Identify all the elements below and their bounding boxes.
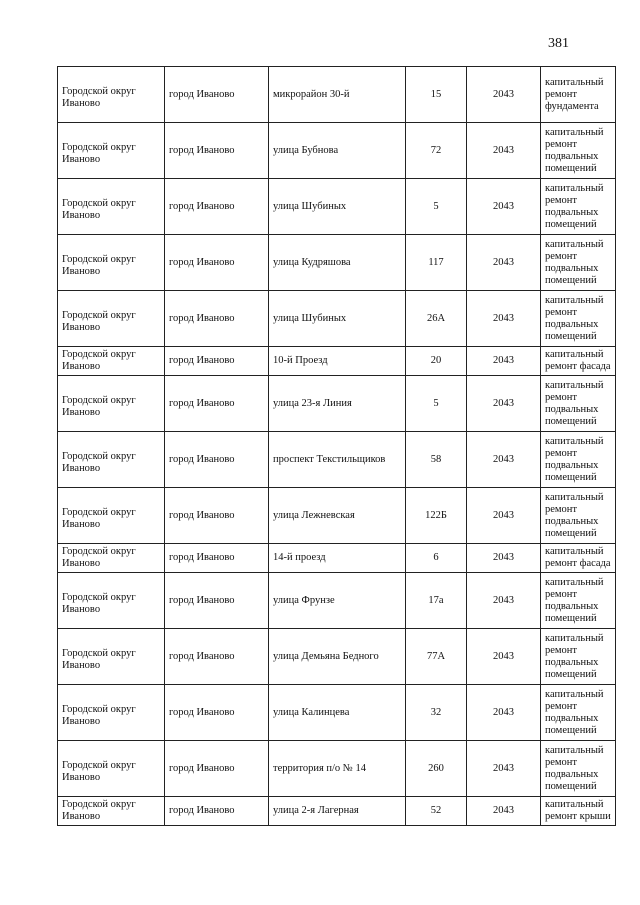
table-row [58,291,616,347]
registry-table-body [58,67,616,826]
table-row [58,544,616,573]
house-number-cell: 52 [406,797,467,826]
year-cell: 2043 [467,741,541,797]
district-cell: Городской округ Иваново [58,432,165,488]
house-number-cell: 20 [406,347,467,376]
year-cell: 2043 [467,797,541,826]
street-cell: улица Демьяна Бедного [269,629,406,685]
house-number-cell: 72 [406,123,467,179]
year-cell: 2043 [467,347,541,376]
year-cell: 2043 [467,67,541,123]
street-cell: улица Бубнова [269,123,406,179]
table-row [58,347,616,376]
table-row [58,432,616,488]
page-number: 381 [548,36,569,51]
street-cell: улица Фрунзе [269,573,406,629]
district-cell: Городской округ Иваново [58,235,165,291]
house-number-cell: 6 [406,544,467,573]
work-type-cell: капитальный ремонт подвальных помещений [541,488,616,544]
district-cell: Городской округ Иваново [58,629,165,685]
district-cell: Городской округ Иваново [58,544,165,573]
city-cell: город Иваново [165,488,269,544]
street-cell: улица 23-я Линия [269,376,406,432]
street-cell: улица Шубиных [269,291,406,347]
house-number-cell: 5 [406,376,467,432]
year-cell: 2043 [467,544,541,573]
city-cell: город Иваново [165,67,269,123]
work-type-cell: капитальный ремонт подвальных помещений [541,685,616,741]
year-cell: 2043 [467,488,541,544]
street-cell: улица Калинцева [269,685,406,741]
district-cell: Городской округ Иваново [58,376,165,432]
year-cell: 2043 [467,685,541,741]
table-row [58,573,616,629]
city-cell: город Иваново [165,235,269,291]
city-cell: город Иваново [165,629,269,685]
district-cell: Городской округ Иваново [58,123,165,179]
street-cell: улица Шубиных [269,179,406,235]
city-cell: город Иваново [165,376,269,432]
city-cell: город Иваново [165,573,269,629]
house-number-cell: 5 [406,179,467,235]
year-cell: 2043 [467,376,541,432]
work-type-cell: капитальный ремонт подвальных помещений [541,432,616,488]
district-cell: Городской округ Иваново [58,67,165,123]
year-cell: 2043 [467,123,541,179]
year-cell: 2043 [467,291,541,347]
street-cell: территория п/о № 14 [269,741,406,797]
city-cell: город Иваново [165,123,269,179]
house-number-cell: 260 [406,741,467,797]
work-type-cell: капитальный ремонт подвальных помещений [541,376,616,432]
table-row [58,67,616,123]
work-type-cell: капитальный ремонт крыши [541,797,616,826]
city-cell: город Иваново [165,797,269,826]
district-cell: Городской округ Иваново [58,179,165,235]
work-type-cell: капитальный ремонт подвальных помещений [541,291,616,347]
city-cell: город Иваново [165,544,269,573]
work-type-cell: капитальный ремонт фасада [541,544,616,573]
registry-table [57,66,616,826]
city-cell: город Иваново [165,432,269,488]
work-type-cell: капитальный ремонт подвальных помещений [541,573,616,629]
city-cell: город Иваново [165,685,269,741]
year-cell: 2043 [467,629,541,685]
work-type-cell: капитальный ремонт подвальных помещений [541,629,616,685]
city-cell: город Иваново [165,291,269,347]
district-cell: Городской округ Иваново [58,741,165,797]
house-number-cell: 117 [406,235,467,291]
house-number-cell: 17а [406,573,467,629]
year-cell: 2043 [467,235,541,291]
district-cell: Городской округ Иваново [58,797,165,826]
table-row [58,629,616,685]
district-cell: Городской округ Иваново [58,291,165,347]
work-type-cell: капитальный ремонт подвальных помещений [541,179,616,235]
district-cell: Городской округ Иваново [58,685,165,741]
house-number-cell: 26А [406,291,467,347]
table-row [58,685,616,741]
city-cell: город Иваново [165,741,269,797]
street-cell: улица Кудряшова [269,235,406,291]
city-cell: город Иваново [165,179,269,235]
table-row [58,179,616,235]
table-row [58,488,616,544]
table-row [58,741,616,797]
street-cell: проспект Текстильщиков [269,432,406,488]
street-cell: 10-й Проезд [269,347,406,376]
house-number-cell: 122Б [406,488,467,544]
district-cell: Городской округ Иваново [58,347,165,376]
work-type-cell: капитальный ремонт подвальных помещений [541,235,616,291]
city-cell: город Иваново [165,347,269,376]
year-cell: 2043 [467,179,541,235]
table-row [58,235,616,291]
street-cell: улица Лежневская [269,488,406,544]
house-number-cell: 58 [406,432,467,488]
table-row [58,376,616,432]
work-type-cell: капитальный ремонт фундамента [541,67,616,123]
street-cell: 14-й проезд [269,544,406,573]
district-cell: Городской округ Иваново [58,488,165,544]
year-cell: 2043 [467,432,541,488]
street-cell: улица 2-я Лагерная [269,797,406,826]
year-cell: 2043 [467,573,541,629]
street-cell: микрорайон 30-й [269,67,406,123]
work-type-cell: капитальный ремонт фасада [541,347,616,376]
table-row [58,797,616,826]
table-row [58,123,616,179]
work-type-cell: капитальный ремонт подвальных помещений [541,741,616,797]
house-number-cell: 77А [406,629,467,685]
house-number-cell: 32 [406,685,467,741]
work-type-cell: капитальный ремонт подвальных помещений [541,123,616,179]
house-number-cell: 15 [406,67,467,123]
district-cell: Городской округ Иваново [58,573,165,629]
